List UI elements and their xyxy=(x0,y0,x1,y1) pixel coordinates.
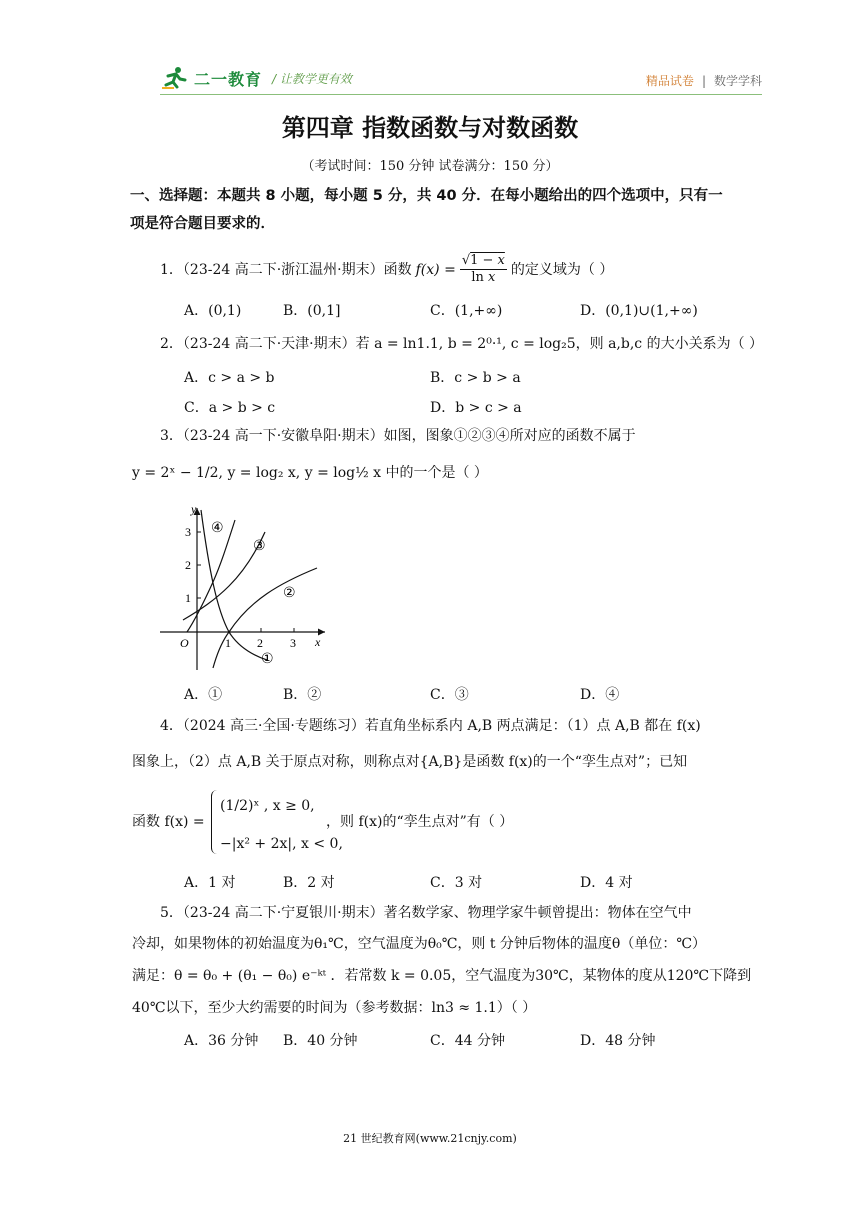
curve-label-1: ① xyxy=(261,651,274,667)
y-tick-2: 2 xyxy=(185,558,191,572)
q3-option-d[interactable]: D．④ xyxy=(580,687,620,703)
x-tick-1: 1 xyxy=(225,636,231,650)
y-tick-1: 1 xyxy=(185,591,191,605)
q1-func-label: f(x) = xyxy=(415,261,456,278)
y-tick-3: 3 xyxy=(185,525,191,539)
q5-stem-line3: 满足：θ = θ₀ + (θ₁ − θ₀) e⁻ᵏᵗ ．若常数 k = 0.05，空气温度为30℃，某物体的度从120℃下降到 xyxy=(132,968,752,984)
q1-option-a[interactable]: A．(0,1) xyxy=(184,303,242,319)
q4-piece-1: (1/2)ˣ , x ≥ 0, xyxy=(220,798,315,814)
q5-option-b[interactable]: B．40 分钟 xyxy=(283,1033,358,1049)
curve-label-3: ③ xyxy=(253,538,266,554)
header-logo xyxy=(160,66,352,90)
q1-option-b[interactable]: B．(0,1] xyxy=(283,303,341,319)
q3-option-c[interactable]: C．③ xyxy=(430,687,469,703)
q4-option-a[interactable]: A．1 对 xyxy=(184,875,236,891)
exam-info: （考试时间：150 分钟 试卷满分：150 分） xyxy=(301,159,559,174)
q1-stem xyxy=(160,253,613,286)
q2-option-b[interactable]: B．c > b > a xyxy=(430,370,521,386)
q4-option-c[interactable]: C．3 对 xyxy=(430,875,483,891)
page-title: 第四章 指数函数与对数函数 xyxy=(281,114,579,142)
q5-option-d[interactable]: D．48 分钟 xyxy=(580,1033,656,1049)
header-rule xyxy=(160,94,762,95)
q5-stem-line2: 冷却，如果物体的初始温度为θ₁℃，空气温度为θ₀℃，则 t 分钟后物体的温度θ（单位：℃） xyxy=(132,936,707,952)
q4-piece-2: −|x² + 2x|, x < 0, xyxy=(220,836,343,852)
x-axis-label: x xyxy=(315,635,321,649)
tag-divider: | xyxy=(701,73,706,88)
logo-text: 二一教育 xyxy=(194,69,263,89)
runner-logo-icon xyxy=(160,66,188,90)
q2-option-a[interactable]: A．c > a > b xyxy=(184,370,275,386)
tag-premium: 精品试卷 xyxy=(645,74,694,88)
q4-stem-line2: 图象上，（2）点 A,B 关于原点对称，则称点对{A,B}是函数 f(x)的一个“孪生点对”；已知 xyxy=(132,754,688,770)
curve-label-2: ② xyxy=(283,585,296,601)
q3-option-a[interactable]: A．① xyxy=(184,687,223,703)
header-tags xyxy=(646,72,762,89)
q4-stem-line1: 4．（2024 高三·全国·专题练习）若直角坐标系内 A,B 两点满足：（1）点 A,B 都在 f(x) xyxy=(160,718,701,734)
q1-option-c[interactable]: C．(1,+∞) xyxy=(430,303,503,319)
q5-option-c[interactable]: C．44 分钟 xyxy=(430,1033,505,1049)
q3-stem-line1: 3．（23-24 高一下·安徽阜阳·期末）如图，图象①②③④所对应的函数不属于 xyxy=(160,428,636,444)
x-tick-3: 3 xyxy=(290,636,296,650)
q1-option-d[interactable]: D．(0,1)∪(1,+∞) xyxy=(580,303,698,319)
q4-option-d[interactable]: D．4 对 xyxy=(580,875,633,891)
origin-label: O xyxy=(180,636,189,650)
q5-option-a[interactable]: A．36 分钟 xyxy=(184,1033,259,1049)
q3-option-b[interactable]: B．② xyxy=(283,687,322,703)
q5-stem-line1: 5．（23-24 高二下·宁夏银川·期末）著名数学家、物理学家牛顿曾提出：物体在空气中 xyxy=(160,905,692,921)
q5-stem-line4: 40℃以下，至少大约需要的时间为（参考数据：ln3 ≈ 1.1）（ ） xyxy=(132,1000,537,1016)
y-axis-label: y xyxy=(191,502,197,516)
tag-subject: 数学学科 xyxy=(713,74,762,88)
q4-option-b[interactable]: B．2 对 xyxy=(283,875,335,891)
x-tick-2: 2 xyxy=(257,636,263,650)
q3-graph xyxy=(155,500,335,675)
q4-stem-tail: ，则 f(x)的“孪生点对”有（ ） xyxy=(326,814,514,830)
q2-option-c[interactable]: C．a > b > c xyxy=(184,400,276,416)
page-footer: 21 世纪教育网(www.21cnjy.com) xyxy=(343,1132,517,1145)
q2-option-d[interactable]: D．b > c > a xyxy=(430,400,522,416)
curve-label-4: ④ xyxy=(211,520,224,536)
section-heading: 一、选择题：本题共 8 小题，每小题 5 分，共 40 分．在每小题给出的四个选项中，只有一项是符合题目要求的． xyxy=(130,188,723,232)
q1-fraction: $\frac{√1 - x}{\text{ln x}}$ xyxy=(461,253,505,285)
q1-tail: 的定义域为（ ） xyxy=(510,261,614,278)
q2-stem: 2．（23-24 高二下·天津·期末）若 a = ln1.1, b = 2⁰·¹, c = log₂5，则 a,b,c 的大小关系为（ ） xyxy=(160,336,764,352)
slogan: / 让教学更有效 xyxy=(272,71,352,86)
q3-stem-line2: y = 2ˣ − 1/2, y = log₂ x, y = log½ x 中的一个是（ ） xyxy=(132,465,488,481)
q1-lead: 1．（23-24 高二下·浙江温州·期末）函数 xyxy=(160,261,412,278)
q4-func-lead: 函数 f(x) = xyxy=(132,814,205,830)
